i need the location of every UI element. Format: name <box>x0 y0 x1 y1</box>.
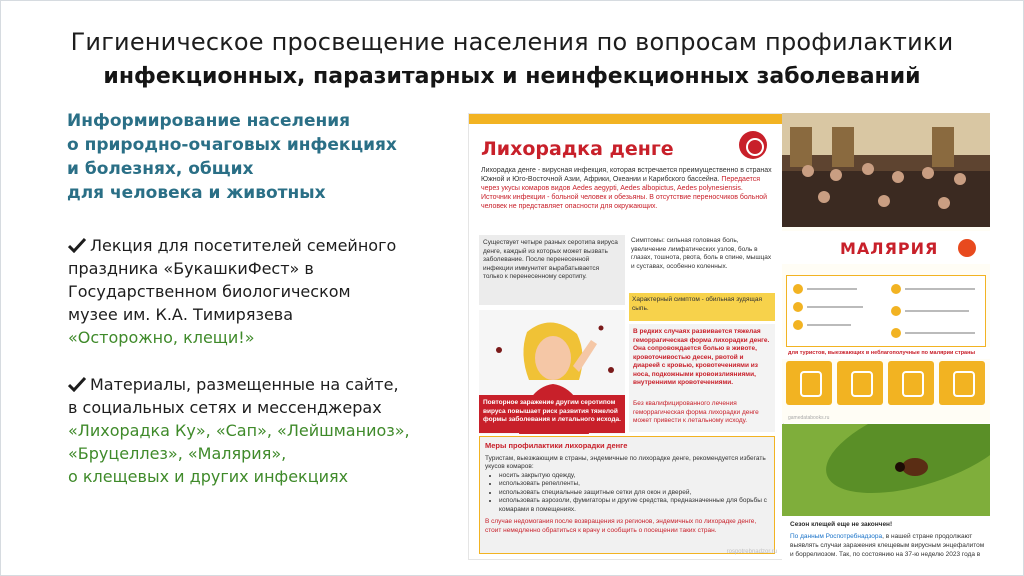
section-heading-line: о природно-очаговых инфекциях <box>67 135 397 155</box>
section-heading-line: и болезнях, общих <box>67 159 254 179</box>
bullet-materials <box>68 373 468 488</box>
tick-heading: Сезон клещей еще не закончен! <box>790 521 893 528</box>
bullet-text: праздника «БукашкиФест» в <box>68 259 314 278</box>
title-line-1: Гигиеническое просвещение населения по вопросам профилактики <box>70 28 954 56</box>
poster-measures <box>479 436 775 554</box>
section-heading-line: для человека и животных <box>67 183 326 203</box>
poster-severe: В редких случаях развивается тяжелая геморрагическая форма лихорадки денге. Она сопровождается болью в животе, кровоточивостью десен, рвотой и диареей с кровью, кровотечениями из носа, подкожными кровоизлияниями, внутренними кровотечениями. <box>629 324 775 432</box>
malaria-title: МАЛЯРИЯ <box>840 239 939 258</box>
poster-transmission: Передается через укусы комаров видов Aedes aegypti, Aedes albopictus, Aedes polynesiensis. <box>481 176 761 192</box>
bullet-icon <box>891 328 901 338</box>
poster-lethal: Без квалифицированного лечения геморрагическая форма лихорадки денге может привести к летальному исходу. <box>633 400 759 424</box>
poster-symptom-note: Характерный симптом - обильная зудящая сыпь. <box>629 293 775 321</box>
poster-title: Лихорадка денге <box>481 138 674 160</box>
rospotrebnadzor-logo-icon <box>739 131 767 159</box>
card-icon <box>837 361 883 405</box>
tick-icon <box>902 458 928 476</box>
list-item: • использовать специальные защитные сетки для окон и дверей, <box>499 489 769 498</box>
tick-source-link[interactable]: По данным Роспотребнадзора <box>790 533 883 540</box>
poster-reinfection: Повторное заражение другим серотипом вируса повышает риск развития тяжелой формы заболевания и летального исхода. <box>479 395 625 433</box>
bullet-text: Материалы, размещенные на сайте, <box>90 375 399 394</box>
poster-intro <box>481 166 773 211</box>
bullet-lecture <box>68 234 468 349</box>
measures-intro: Туристам, выезжающим в страны, эндемичные по лихорадке денге, рекомендуется избегать укусов комаров: <box>485 454 766 470</box>
poster-intro-text: Лихорадка денге - вирусная инфекция, которая встречается преимущественно в странах Южной и Юго-Восточной Азии, Африки, Океании и Карибского бассейна. <box>481 167 772 183</box>
list-item: • использовать репелленты, <box>499 480 769 489</box>
check-icon <box>68 237 86 253</box>
list-item: • носить закрытую одежду, <box>499 472 769 481</box>
measures-note: В случае недомогания после возвращения из регионов, эндемичных по лихорадке денге, стоит немедленно обратиться к врачу и сообщить о посещении таких стран. <box>485 518 757 534</box>
bullet-text: Лекция для посетителей семейного <box>90 236 397 255</box>
tick-body: , в нашей стране продолжают выявлять случаи заражения клещевым вирусным энцефалитом и боррелиозом. Так, по состоянию на 37-ю неделю 2023 года в <box>790 533 985 558</box>
bullet-highlight: «Бруцеллез», «Малярия», <box>68 444 287 463</box>
slide-title <box>0 28 1024 89</box>
bullet-text: в социальных сетях и мессенджерах <box>68 398 382 417</box>
title-line-2: инфекционных, паразитарных и неинфекционных заболеваний <box>103 64 921 89</box>
bullet-text: музее им. К.А. Тимирязева <box>68 305 294 324</box>
card-icon <box>786 361 832 405</box>
tick-text <box>790 520 986 559</box>
malaria-caption: gamedatabooks.ru <box>788 415 830 421</box>
measures-heading: Меры профилактики лихорадки денге <box>485 441 628 450</box>
check-icon <box>68 376 86 392</box>
bullet-text: Государственном биологическом <box>68 282 351 301</box>
card-icon <box>939 361 985 405</box>
malaria-band: для туристов, выезжающих в неблагополучные по малярии страны <box>782 347 990 359</box>
poster-symptoms <box>629 235 775 273</box>
bullet-icon <box>793 284 803 294</box>
poster-symptoms-text: Симптомы: сильная головная боль, увеличение лимфатических узлов, боль в глазах, тошнота, рвота, боль в спине, мышцах и суставах, особенно коленных. <box>631 237 772 270</box>
bullet-highlight: «Осторожно, клещи!» <box>68 328 255 347</box>
bullet-icon <box>793 302 803 312</box>
malaria-cards <box>786 361 986 417</box>
poster-serotypes: Существует четыре разных серотипа вируса денге, каждый из которых может вызвать заболевание. После перенесенной инфекции иммунитет вырабатывается только к перенесенному серотипу. <box>479 235 625 305</box>
lecture-photo <box>782 113 990 227</box>
tick-poster <box>782 424 990 572</box>
bullet-icon <box>891 306 901 316</box>
malaria-poster <box>782 227 990 423</box>
malaria-info-grid <box>786 275 986 347</box>
bullet-icon <box>793 320 803 330</box>
bullet-icon <box>891 284 901 294</box>
card-icon <box>888 361 934 405</box>
poster-top-bar <box>469 114 783 124</box>
bullet-highlight: «Лихорадка Ку», «Сап», «Лейшманиоз», <box>68 421 410 440</box>
list-item: • использовать аэрозоли, фумигаторы и другие средства, предназначенные для борьбы с комарами в помещениях. <box>499 497 769 514</box>
dengue-poster <box>468 113 784 560</box>
poster-watermark: rospotrebnadzor.ru <box>726 549 777 555</box>
rospotrebnadzor-logo-icon <box>958 239 976 257</box>
section-heading <box>67 109 427 205</box>
tick-photo <box>782 424 990 516</box>
measures-list <box>485 472 769 515</box>
bullet-highlight: о клещевых и других инфекциях <box>68 467 349 486</box>
section-heading-line: Информирование населения <box>67 111 351 131</box>
poster-source: Источник инфекции - больной человек и обезьяны. В отсутствие переносчиков больной человек не представляет опасности для окружающих. <box>481 194 768 210</box>
